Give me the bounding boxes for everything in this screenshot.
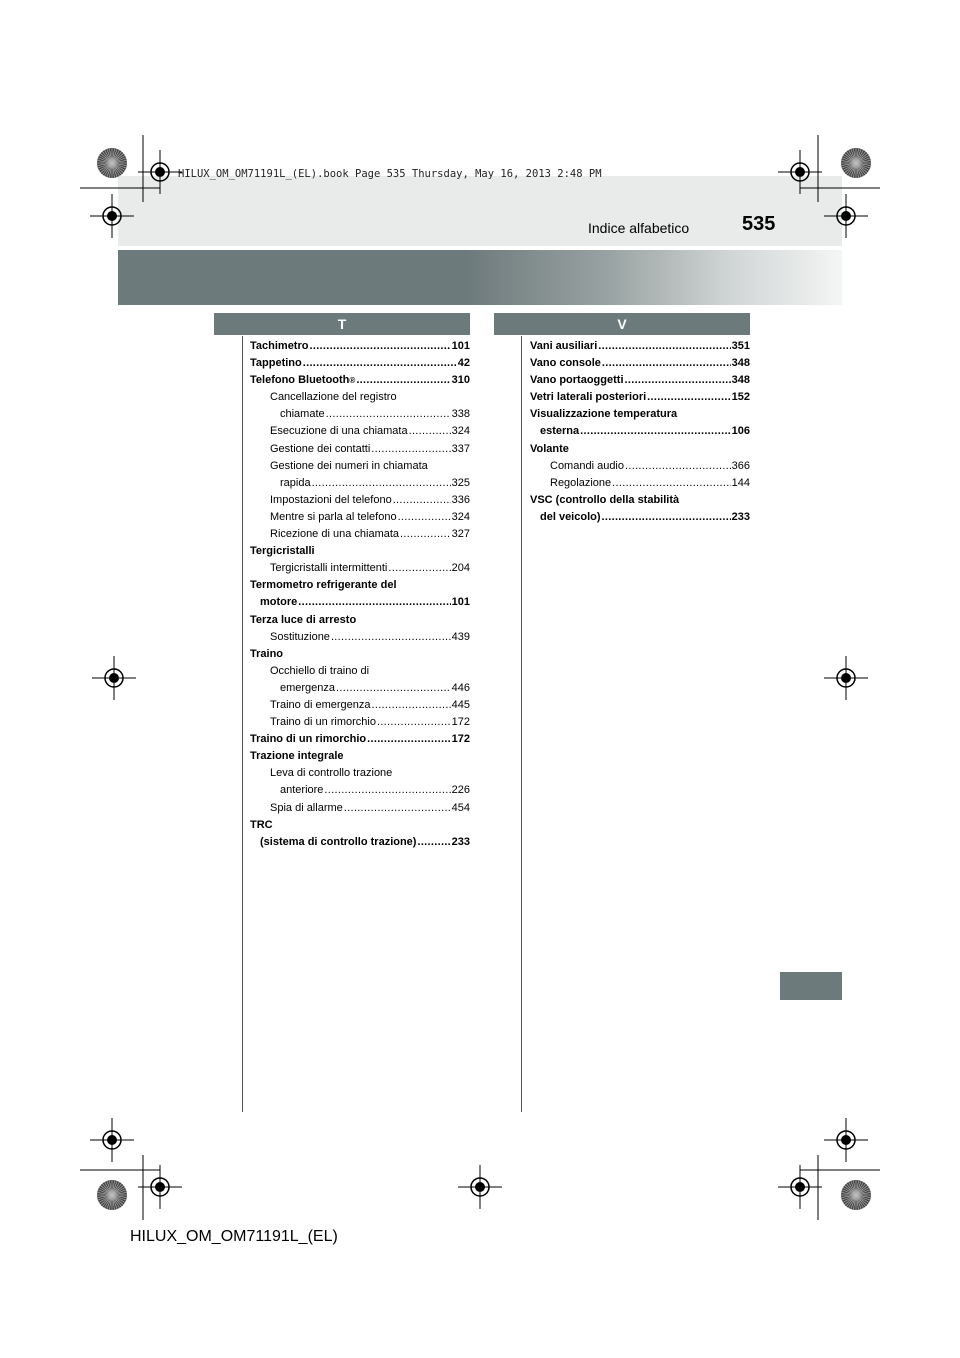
leader-dots [625, 458, 731, 475]
leader-dots [356, 372, 450, 389]
leader-dots [598, 338, 730, 355]
index-entry [530, 355, 750, 372]
index-entry-label: Vetri laterali posteriori [530, 391, 647, 404]
index-entry-page: 204 [451, 562, 470, 575]
index-entry-label: motore [260, 596, 298, 609]
book-stamp: HILUX_OM_OM71191L_(EL).book Page 535 Thursday, May 16, 2013 2:48 PM [178, 168, 602, 180]
section-title: Indice alfabetico [588, 220, 690, 236]
leader-dots [398, 509, 451, 526]
index-entry-label: emergenza [280, 681, 336, 694]
index-entry-label: chiamate [280, 408, 325, 421]
index-entry-page: 327 [451, 528, 470, 541]
index-entry-label: Traino di emergenza [270, 698, 371, 711]
column-rule-left [242, 336, 243, 1112]
chapter-band [118, 250, 842, 305]
index-entry-label: Vani ausiliari [530, 340, 598, 352]
index-entry-label: Gestione dei numeri in chiamata [270, 459, 428, 472]
index-entry [530, 338, 750, 355]
index-entry-page: 337 [451, 442, 470, 455]
index-entry [250, 441, 470, 458]
index-entry [530, 406, 750, 423]
index-entry-label: Gestione dei contatti [270, 442, 371, 455]
index-entry [530, 458, 750, 475]
registration-target-icon [837, 1131, 855, 1149]
index-entry-page: 101 [451, 596, 470, 609]
index-entry-page: 152 [731, 391, 750, 404]
index-entry [250, 817, 470, 834]
thumb-tab [780, 972, 842, 1000]
index-entry-page: 338 [451, 408, 470, 421]
index-entry-label: Traino [250, 647, 284, 660]
index-entry-label: Traino di un rimorchio [270, 716, 376, 729]
index-entry [250, 782, 470, 799]
registration-target-icon [471, 1178, 489, 1196]
index-entry [250, 458, 470, 475]
index-entry [250, 389, 470, 406]
leader-dots [388, 560, 450, 577]
leader-dots [371, 441, 450, 458]
leader-dots [400, 526, 451, 543]
index-entry-label: Sostituzione [270, 630, 330, 643]
index-list-v [530, 338, 750, 526]
index-entry-label: Vano console [530, 357, 601, 370]
index-entry [250, 646, 470, 663]
index-entry [250, 543, 470, 560]
index-entry-label: rapida [280, 476, 311, 489]
index-entry-label: Ricezione di una chiamata [270, 528, 400, 541]
index-entry-label: (sistema di controllo trazione) [260, 835, 417, 848]
index-entry-label: Tachimetro [250, 340, 309, 352]
index-entry-page: 233 [731, 510, 750, 523]
index-entry [530, 372, 750, 389]
index-entry-page: 324 [451, 510, 470, 523]
index-entry-page: 454 [451, 801, 470, 814]
index-entry-label: TRC [250, 818, 273, 831]
index-entry [530, 389, 750, 406]
index-entry-page: 310 [451, 374, 470, 387]
index-entry-page: 172 [451, 716, 470, 729]
index-entry-page: 144 [731, 476, 750, 489]
index-entry-label: Tappetino [250, 357, 302, 370]
index-entry-label: Mentre si parla al telefono [270, 510, 397, 523]
leader-dots [331, 629, 451, 646]
registration-target-icon [837, 669, 855, 687]
index-entry [250, 663, 470, 680]
starburst-mark-icon [97, 1180, 127, 1210]
registration-target-icon [105, 669, 123, 687]
letter-header-v: V [494, 313, 750, 335]
index-entry [250, 594, 470, 611]
index-entry-page: 226 [451, 784, 470, 797]
page-number: 535 [742, 213, 776, 235]
index-entry [530, 509, 750, 526]
leader-dots [344, 800, 451, 817]
index-entry-page: 366 [731, 459, 750, 472]
index-entry-label: Tergicristalli intermittenti [270, 562, 388, 575]
leader-dots [602, 509, 731, 526]
index-entry-page: 336 [451, 493, 470, 506]
starburst-mark-icon [841, 1180, 871, 1210]
leader-dots [580, 423, 731, 440]
index-entry [250, 629, 470, 646]
index-entry [250, 338, 470, 355]
index-entry-label: VSC (controllo della stabilità [530, 493, 680, 506]
index-entry [530, 475, 750, 492]
index-entry-label: Vano portaoggetti [530, 374, 624, 387]
registration-target-icon [151, 1178, 169, 1196]
leader-dots [324, 782, 450, 799]
index-entry [530, 423, 750, 440]
index-entry: Telefono Bluetooth ® ..... 310 [250, 372, 470, 389]
index-entry-page: 101 [451, 340, 470, 352]
index-entry-label: Termometro refrigerante del [250, 579, 397, 592]
index-entry [530, 492, 750, 509]
index-entry [250, 577, 470, 594]
index-entry-label: Trazione integrale [250, 750, 344, 763]
index-entry-page: 446 [451, 681, 470, 694]
leader-dots [367, 731, 451, 748]
leader-dots [612, 475, 730, 492]
leader-dots [312, 475, 451, 492]
index-entry [250, 834, 470, 851]
leader-dots [625, 372, 731, 389]
index-entry [250, 406, 470, 423]
index-entry [250, 731, 470, 748]
index-entry [250, 355, 470, 372]
index-entry-label: Cancellazione del registro [270, 391, 397, 404]
index-entry-page: 172 [451, 733, 470, 746]
index-entry-label: Comandi audio [550, 459, 624, 472]
index-entry-label: Telefono Bluetooth [250, 374, 350, 387]
leader-dots [393, 492, 451, 509]
letter-header-t: T [214, 313, 470, 335]
index-entry-page: 439 [451, 630, 470, 643]
starburst-mark-icon [841, 148, 871, 178]
index-entry [250, 423, 470, 440]
index-entry-page: 325 [451, 476, 470, 489]
index-entry-page: 351 [731, 340, 750, 352]
index-entry [530, 441, 750, 458]
index-entry-page: 445 [451, 698, 470, 711]
leader-dots [602, 355, 731, 372]
index-entry [250, 697, 470, 714]
index-entry [250, 765, 470, 782]
index-entry-label: Esecuzione di una chiamata [270, 425, 408, 438]
index-entry-label: Regolazione [550, 476, 612, 489]
index-entry-label: Impostazioni del telefono [270, 493, 392, 506]
index-entry-page: 324 [451, 425, 470, 438]
index-entry-label: Leva di controllo trazione [270, 767, 393, 780]
column-rule-right [521, 336, 522, 1112]
index-entry [250, 714, 470, 731]
registration-target-icon [103, 1131, 121, 1149]
index-entry-page: 233 [451, 835, 470, 848]
leader-dots [326, 406, 451, 423]
leader-dots [417, 834, 450, 851]
leader-dots [336, 680, 451, 697]
footer-doc-code: HILUX_OM_OM71191L_(EL) [130, 1228, 338, 1245]
registration-target-icon [791, 1178, 809, 1196]
index-entry-label: Terza luce di arresto [250, 613, 357, 626]
index-entry [250, 748, 470, 765]
index-entry [250, 560, 470, 577]
index-entry [250, 509, 470, 526]
index-entry-label: del veicolo) [540, 510, 601, 523]
index-entry-label: Traino di un rimorchio [250, 733, 367, 746]
leader-dots [298, 594, 450, 611]
index-entry [250, 800, 470, 817]
leader-dots [377, 714, 451, 731]
index-entry-page: 106 [731, 425, 750, 438]
index-list-t [250, 338, 470, 851]
index-entry-page: 42 [457, 357, 470, 370]
index-entry [250, 680, 470, 697]
index-entry-label: esterna [540, 425, 580, 438]
index-entry [250, 492, 470, 509]
leader-dots [409, 423, 451, 440]
header-band [118, 176, 842, 246]
index-entry-label: anteriore [280, 784, 324, 797]
leader-dots [309, 338, 450, 355]
index-entry [250, 526, 470, 543]
leader-dots [303, 355, 457, 372]
index-entry [250, 612, 470, 629]
index-entry-label: Occhiello di traino di [270, 664, 370, 677]
starburst-mark-icon [97, 148, 127, 178]
index-entry-page: 348 [731, 374, 750, 387]
index-entry-label: Visualizzazione temperatura [530, 408, 678, 421]
index-entry-label: Tergicristalli [250, 545, 315, 558]
index-entry-page: 348 [731, 357, 750, 370]
index-entry-label: Volante [530, 442, 569, 455]
leader-dots [371, 697, 450, 714]
leader-dots [647, 389, 730, 406]
index-entry-label: Spia di allarme [270, 801, 343, 814]
index-entry [250, 475, 470, 492]
